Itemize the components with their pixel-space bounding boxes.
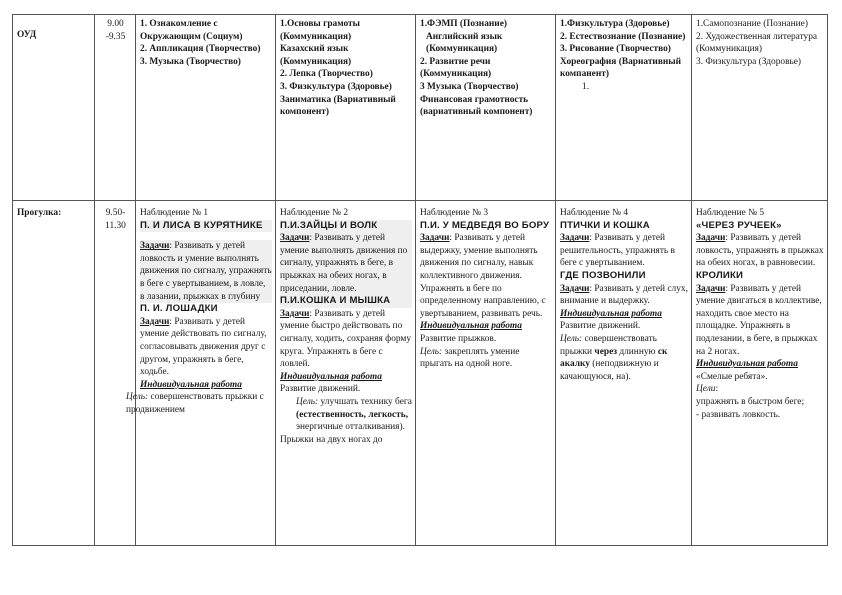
day1-oud-cell xyxy=(136,15,276,201)
subject-item: Казахский язык (Коммуникация) xyxy=(280,44,352,67)
time-end: -9.35 xyxy=(105,31,126,42)
task-label: Задачи xyxy=(280,308,310,319)
task-body: : Развивать у детей выдержку, умение выполнять движения по сигналу, навык коллективного движения. Упражнять в беге по определенному направлению, с увертыванием, развивать речь. xyxy=(420,233,546,319)
goal-emphasis: (естественность, легкость, xyxy=(296,409,409,420)
day3-walk-cell xyxy=(416,201,556,546)
task-text xyxy=(696,283,824,359)
subject-item: 1.ФЭМП (Познание) xyxy=(420,19,507,29)
goal-body: (неподвижную и качающуюся, на). xyxy=(560,359,659,382)
subject-item: Хореография (Вариативный компанент) xyxy=(560,56,682,80)
goal-text xyxy=(420,346,552,371)
individual-work-label: Индивидуальная работа xyxy=(696,359,798,370)
task-label: Задачи xyxy=(560,283,590,294)
observation-title: Наблюдение № 1 xyxy=(140,208,209,218)
task-label: Задачи xyxy=(420,233,450,244)
task-text xyxy=(140,240,272,303)
task-body: : Развивать у детей умение действовать по сигналу, согласовывать движения друг с другом, упражнять в беге, ходьбе. xyxy=(140,316,267,378)
task-body: : Развивать у детей умение двигаться в коллективе, находить свое место на площадке. Упражнять в подлезании, в беге, в прыжках на 2 ногах. xyxy=(696,283,822,357)
task-body: : Развивать у детей ловкость, упражнять в прыжках на обеих ногах, в равновесии. xyxy=(696,233,824,269)
development-text: Развитие движений. xyxy=(560,321,641,332)
goal-label: Цель: xyxy=(126,392,149,403)
day1-walk-cell xyxy=(126,201,276,546)
task-text xyxy=(696,232,824,270)
table-row xyxy=(13,15,828,201)
task-text xyxy=(280,232,412,295)
game-title: «ЧЕРЕЗ РУЧЕЕК» xyxy=(696,219,782,231)
day4-oud-cell xyxy=(556,15,692,201)
subject-item: 2. Естествознание (Познание) xyxy=(560,31,686,42)
subject-item: 1.Основы грамоты (Коммуникация) xyxy=(280,19,360,42)
goal-label: Цели xyxy=(696,384,716,395)
table-row xyxy=(13,201,828,546)
day5-oud-cell xyxy=(692,15,828,201)
task-label: Задачи xyxy=(560,233,590,244)
task-text xyxy=(420,232,552,320)
subject-item: 3 Музыка (Творчество) xyxy=(420,81,519,92)
development-text: Развитие прыжков. xyxy=(420,333,497,344)
individual-work-label: Индивидуальная работа xyxy=(140,379,242,390)
time-start: 9.50- xyxy=(105,208,126,218)
time-cell xyxy=(95,201,136,546)
goal-emphasis: ск акалку xyxy=(560,346,668,370)
goal-text: Цели: xyxy=(696,384,719,395)
subject-item: 2. Развитие речи (Коммуникация) xyxy=(420,56,492,80)
goal-text xyxy=(280,396,412,434)
development-text: Развитие движений. xyxy=(280,384,361,395)
goal-item: упражнять в быстром беге; xyxy=(696,396,805,407)
schedule-table xyxy=(12,14,828,546)
task-body: : Развивать у детей умение быстро действовать по сигналу, ходить, сохраняя форму круга. Упражнять в беге с ловлей. xyxy=(280,308,412,370)
task-text xyxy=(560,232,688,270)
tail-text: Прыжки на двух ногах до xyxy=(280,434,383,445)
subject-item: 3. Музыка (Творчество) xyxy=(140,56,241,67)
subject-item: 1. Ознакомление с Окружающим (Социум) xyxy=(140,19,243,42)
goal-label: Цель: xyxy=(560,333,583,344)
subject-item: 3. Физкультура (Здоровье) xyxy=(280,81,392,92)
goal-body: совершенствовать прыжки с продвижением xyxy=(126,392,264,415)
individual-work-label: Индивидуальная работа xyxy=(280,371,382,382)
goal-body: энергичные отталкивания). xyxy=(296,422,405,433)
day4-walk-cell xyxy=(556,201,692,546)
row-label xyxy=(13,201,95,546)
observation-title: Наблюдение № 2 xyxy=(280,208,349,218)
subject-item: 3. Рисование (Творчество) xyxy=(560,44,671,55)
goal-text xyxy=(560,333,688,383)
goal-emphasis: через xyxy=(594,346,617,357)
task-label: Задачи xyxy=(280,233,310,244)
subject-item: 1. xyxy=(582,81,590,92)
goal-text xyxy=(126,391,272,416)
subject-item: 2. Аппликация (Творчество) xyxy=(140,44,261,55)
game-title: ГДЕ ПОЗВОНИЛИ xyxy=(560,269,646,281)
task-text xyxy=(140,316,272,379)
game-title: КРОЛИКИ xyxy=(696,269,744,281)
task-text xyxy=(560,283,688,308)
game-title: ПТИЧКИ И КОШКА xyxy=(560,219,650,231)
task-label: Задачи xyxy=(140,241,170,252)
goal-body: совершенствовать прыжки xyxy=(560,333,657,357)
day2-walk-cell xyxy=(276,201,416,546)
goal-item: - развивать ловкость. xyxy=(696,409,781,420)
task-body: : Развивать у детей умение выполнять движения по сигналу, упражнять в беге, в прыжках на обеих ногах, в приседании, ловле. xyxy=(280,233,408,294)
time-cell xyxy=(95,15,136,201)
game-title: П.И.КОШКА И МЫШКА xyxy=(280,295,412,308)
task-label: Задачи xyxy=(696,283,726,294)
individual-work-label: Индивидуальная работа xyxy=(420,321,522,332)
subject-item: 2. Художественная литература (Коммуникация) xyxy=(696,31,818,55)
goal-body: закреплять умение прыгать на одной ноге. xyxy=(420,346,520,370)
day5-walk-cell xyxy=(692,201,828,546)
task-body: : Развивать у детей решительность, упражнять в беге с увертыванием. xyxy=(560,233,675,269)
task-text xyxy=(280,308,412,371)
task-body: : Развивать у детей слух, внимание и выдержку. xyxy=(560,283,688,307)
time-end: 11.30 xyxy=(105,220,126,231)
task-label: Задачи xyxy=(140,316,170,327)
day2-oud-cell xyxy=(276,15,416,201)
day3-oud-cell xyxy=(416,15,556,201)
subject-item: 2. Лепка (Творчество) xyxy=(280,69,373,80)
row-label xyxy=(13,15,95,201)
observation-title: Наблюдение № 3 xyxy=(420,208,489,218)
game-name: «Смелые ребята». xyxy=(696,371,768,382)
subject-item: Заниматика (Вариативный компонент) xyxy=(280,94,396,118)
game-title: П.И.ЗАЙЦЫ И ВОЛК xyxy=(280,220,412,233)
subject-item: 3. Физкультура (Здоровье) xyxy=(696,56,802,67)
row-label-text: Прогулка: xyxy=(17,208,62,218)
game-title: П.И. У МЕДВЕДЯ ВО БОРУ xyxy=(420,219,550,231)
task-body: : Развивать у детей ловкость и умение выполнять движения по сигналу, упражнять в беге с увертыванием, в ловле, в лазании, прыжках в глубину xyxy=(140,241,272,302)
goal-body: длинную xyxy=(617,346,658,357)
game-title: П. И ЛИСА В КУРЯТНИКЕ xyxy=(140,220,272,233)
time-start: 9.00 xyxy=(107,19,124,29)
row-label-text: ОУД xyxy=(17,30,37,40)
task-label: Задачи xyxy=(696,233,726,244)
subject-item: 1.Самопознание (Познание) xyxy=(696,19,808,29)
subject-item: 1.Физкультура (Здоровье) xyxy=(560,19,670,29)
observation-title: Наблюдение № 4 xyxy=(560,208,629,218)
goal-body: улучшать технику бега xyxy=(318,396,412,407)
game-title: П. И. ЛОШАДКИ xyxy=(140,303,218,315)
goal-label: Цель: xyxy=(296,396,319,407)
observation-title: Наблюдение № 5 xyxy=(696,208,765,218)
subject-item: Английский язык (Коммуникация) xyxy=(426,31,503,55)
goal-label: Цель: xyxy=(420,346,443,357)
subject-item: Финансовая грамотность (вариативный компонент) xyxy=(420,94,533,118)
individual-work-label: Индивидуальная работа xyxy=(560,308,662,319)
